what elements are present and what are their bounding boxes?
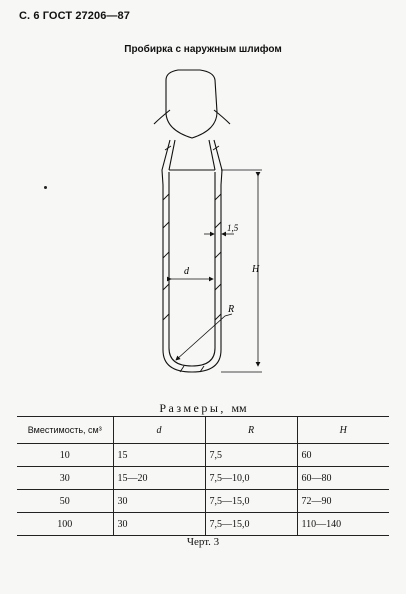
- header-R: R: [205, 417, 297, 444]
- wall-thickness-label: 1,5: [227, 223, 239, 233]
- table-row: [17, 490, 389, 513]
- dimensions-table: [17, 416, 389, 536]
- cell-capacity: 10: [59, 449, 70, 461]
- cell-d: 30: [113, 490, 205, 513]
- table-row: [17, 444, 389, 467]
- cell-H: 110—140: [297, 513, 389, 536]
- cell-H: 60—80: [297, 467, 389, 490]
- stopper-head: [166, 70, 217, 138]
- cell-H: 60: [297, 444, 389, 467]
- cell-d: 15—20: [113, 467, 205, 490]
- cell-capacity: 30: [59, 472, 70, 484]
- figure-caption: Черт. 3: [186, 536, 220, 548]
- d-label: d: [184, 266, 189, 277]
- cell-d: 30: [113, 513, 205, 536]
- dimensions-title: Размеры, мм: [159, 401, 247, 415]
- cell-R: 7,5: [205, 444, 297, 467]
- cell-capacity: 50: [59, 495, 70, 507]
- page-header: С. 6 ГОСТ 27206—87: [19, 10, 130, 22]
- figure-title: Пробирка с наружным шлифом: [124, 44, 282, 55]
- cell-capacity: 100: [57, 518, 73, 530]
- cell-R: 7,5—10,0: [205, 467, 297, 490]
- R-label: R: [228, 304, 235, 315]
- header-d: d: [113, 417, 205, 444]
- cell-R: 7,5—15,0: [205, 513, 297, 536]
- table-row: [17, 513, 389, 536]
- table-row: [17, 467, 389, 490]
- H-label: H: [252, 264, 260, 275]
- header-capacity: Вместимость, см³: [27, 425, 102, 435]
- table-header-row: [17, 417, 389, 444]
- cell-R: 7,5—15,0: [205, 490, 297, 513]
- test-tube-drawing: [0, 60, 406, 380]
- cell-d: 15: [113, 444, 205, 467]
- tube-outer-wall: [163, 185, 221, 372]
- tube-inner-wall: [169, 172, 215, 366]
- cell-H: 72—90: [297, 490, 389, 513]
- header-H: H: [297, 417, 389, 444]
- left-hook: [154, 110, 170, 124]
- stray-mark: [44, 186, 47, 189]
